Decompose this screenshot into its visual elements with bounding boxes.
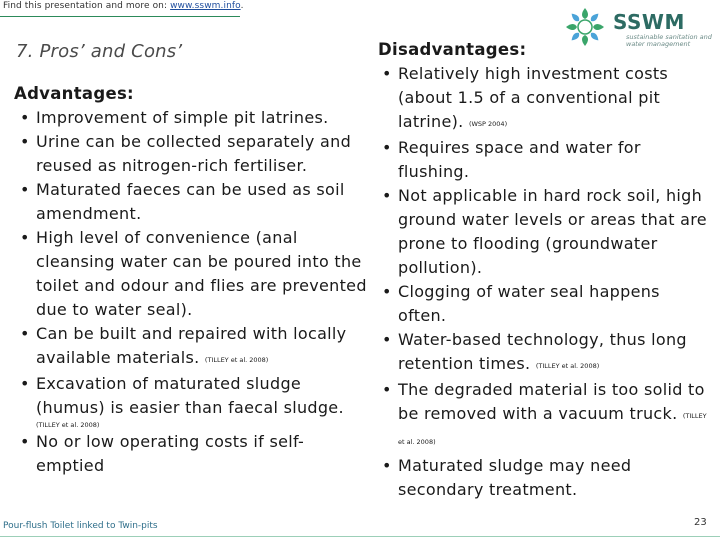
source-suffix: . [240,1,244,11]
item-text: Excavation of maturated sludge (humus) is easier than faecal sludge. [36,374,344,417]
sswm-link[interactable]: www.sswm.info [170,1,241,11]
citation: (TILLEY et al. 2008) [204,356,269,364]
item-text: No or low operating costs if self-emptied [36,432,305,475]
list-item [14,178,369,226]
bullet-icon: • [20,132,30,151]
list-item [378,454,708,502]
bullet-icon: • [382,380,392,399]
source-prefix: Find this presentation and more on: [3,1,171,11]
list-item [14,106,369,130]
advantages-column [14,82,369,478]
citation: (WSP 2004) [468,120,508,128]
top-source-bar [3,1,244,11]
citation: (TILLEY et al. 2008) [535,362,600,370]
bullet-icon: • [20,374,30,393]
citation: (TILLEY et al. 2008) [36,421,100,429]
bullet-icon: • [20,432,30,451]
citation: (TILLEY et al. 2008) [398,412,707,446]
footer-topic: Pour-flush Toilet linked to Twin-pits [3,521,158,531]
item-text: Relatively high investment costs (about 1.5 of a conventional pit latrine). [398,64,669,131]
item-text: Improvement of simple pit latrines. [36,108,329,127]
list-item [14,226,369,322]
bullet-icon: • [382,138,392,157]
advantages-heading: Advantages: [14,84,134,103]
footer-divider [0,536,720,537]
list-item [14,430,369,478]
item-text: The degraded material is too solid to be removed with a vacuum truck. [398,380,705,423]
disadvantages-heading: Disadvantages: [378,40,527,59]
item-text: Can be built and repaired with locally available materials. [36,324,347,367]
advantages-list [14,106,369,478]
item-text: High level of convenience (anal cleansing water can be poured into the toilet and odour and flies are prevented due to water seal). [36,228,367,319]
item-text: Water-based technology, thus long retention times. [398,330,687,373]
slide-title: 7. Pros’ and Cons’ [16,41,183,62]
list-item [378,280,708,328]
list-item [14,372,369,430]
header-divider [0,16,240,17]
list-item [378,136,708,184]
logo-tagline: sustainable sanitation and water management [626,33,712,48]
list-item [378,328,708,378]
bullet-icon: • [382,186,392,205]
bullet-icon: • [382,64,392,83]
item-text: Maturated sludge may need secondary treatment. [398,456,632,499]
page-number: 23 [694,517,707,528]
bullet-icon: • [382,456,392,475]
disadvantages-column [378,38,708,502]
list-item [378,184,708,280]
bullet-icon: • [382,330,392,349]
bullet-icon: • [20,180,30,199]
logo-name: SSWM [613,10,685,34]
item-text: Requires space and water for flushing. [398,138,641,181]
bullet-icon: • [20,324,30,343]
list-item [14,322,369,372]
item-text: Not applicable in hard rock soil, high ground water levels or areas that are prone to flooding (groundwater pollution). [398,186,707,277]
bullet-icon: • [20,228,30,247]
bullet-icon: • [20,108,30,127]
disadvantages-list [378,62,708,502]
list-item [378,62,708,136]
item-text: Urine can be collected separately and reused as nitrogen-rich fertiliser. [36,132,352,175]
list-item [14,130,369,178]
list-item [378,378,708,454]
item-text: Maturated faeces can be used as soil amendment. [36,180,345,223]
bullet-icon: • [382,282,392,301]
item-text: Clogging of water seal happens often. [398,282,660,325]
